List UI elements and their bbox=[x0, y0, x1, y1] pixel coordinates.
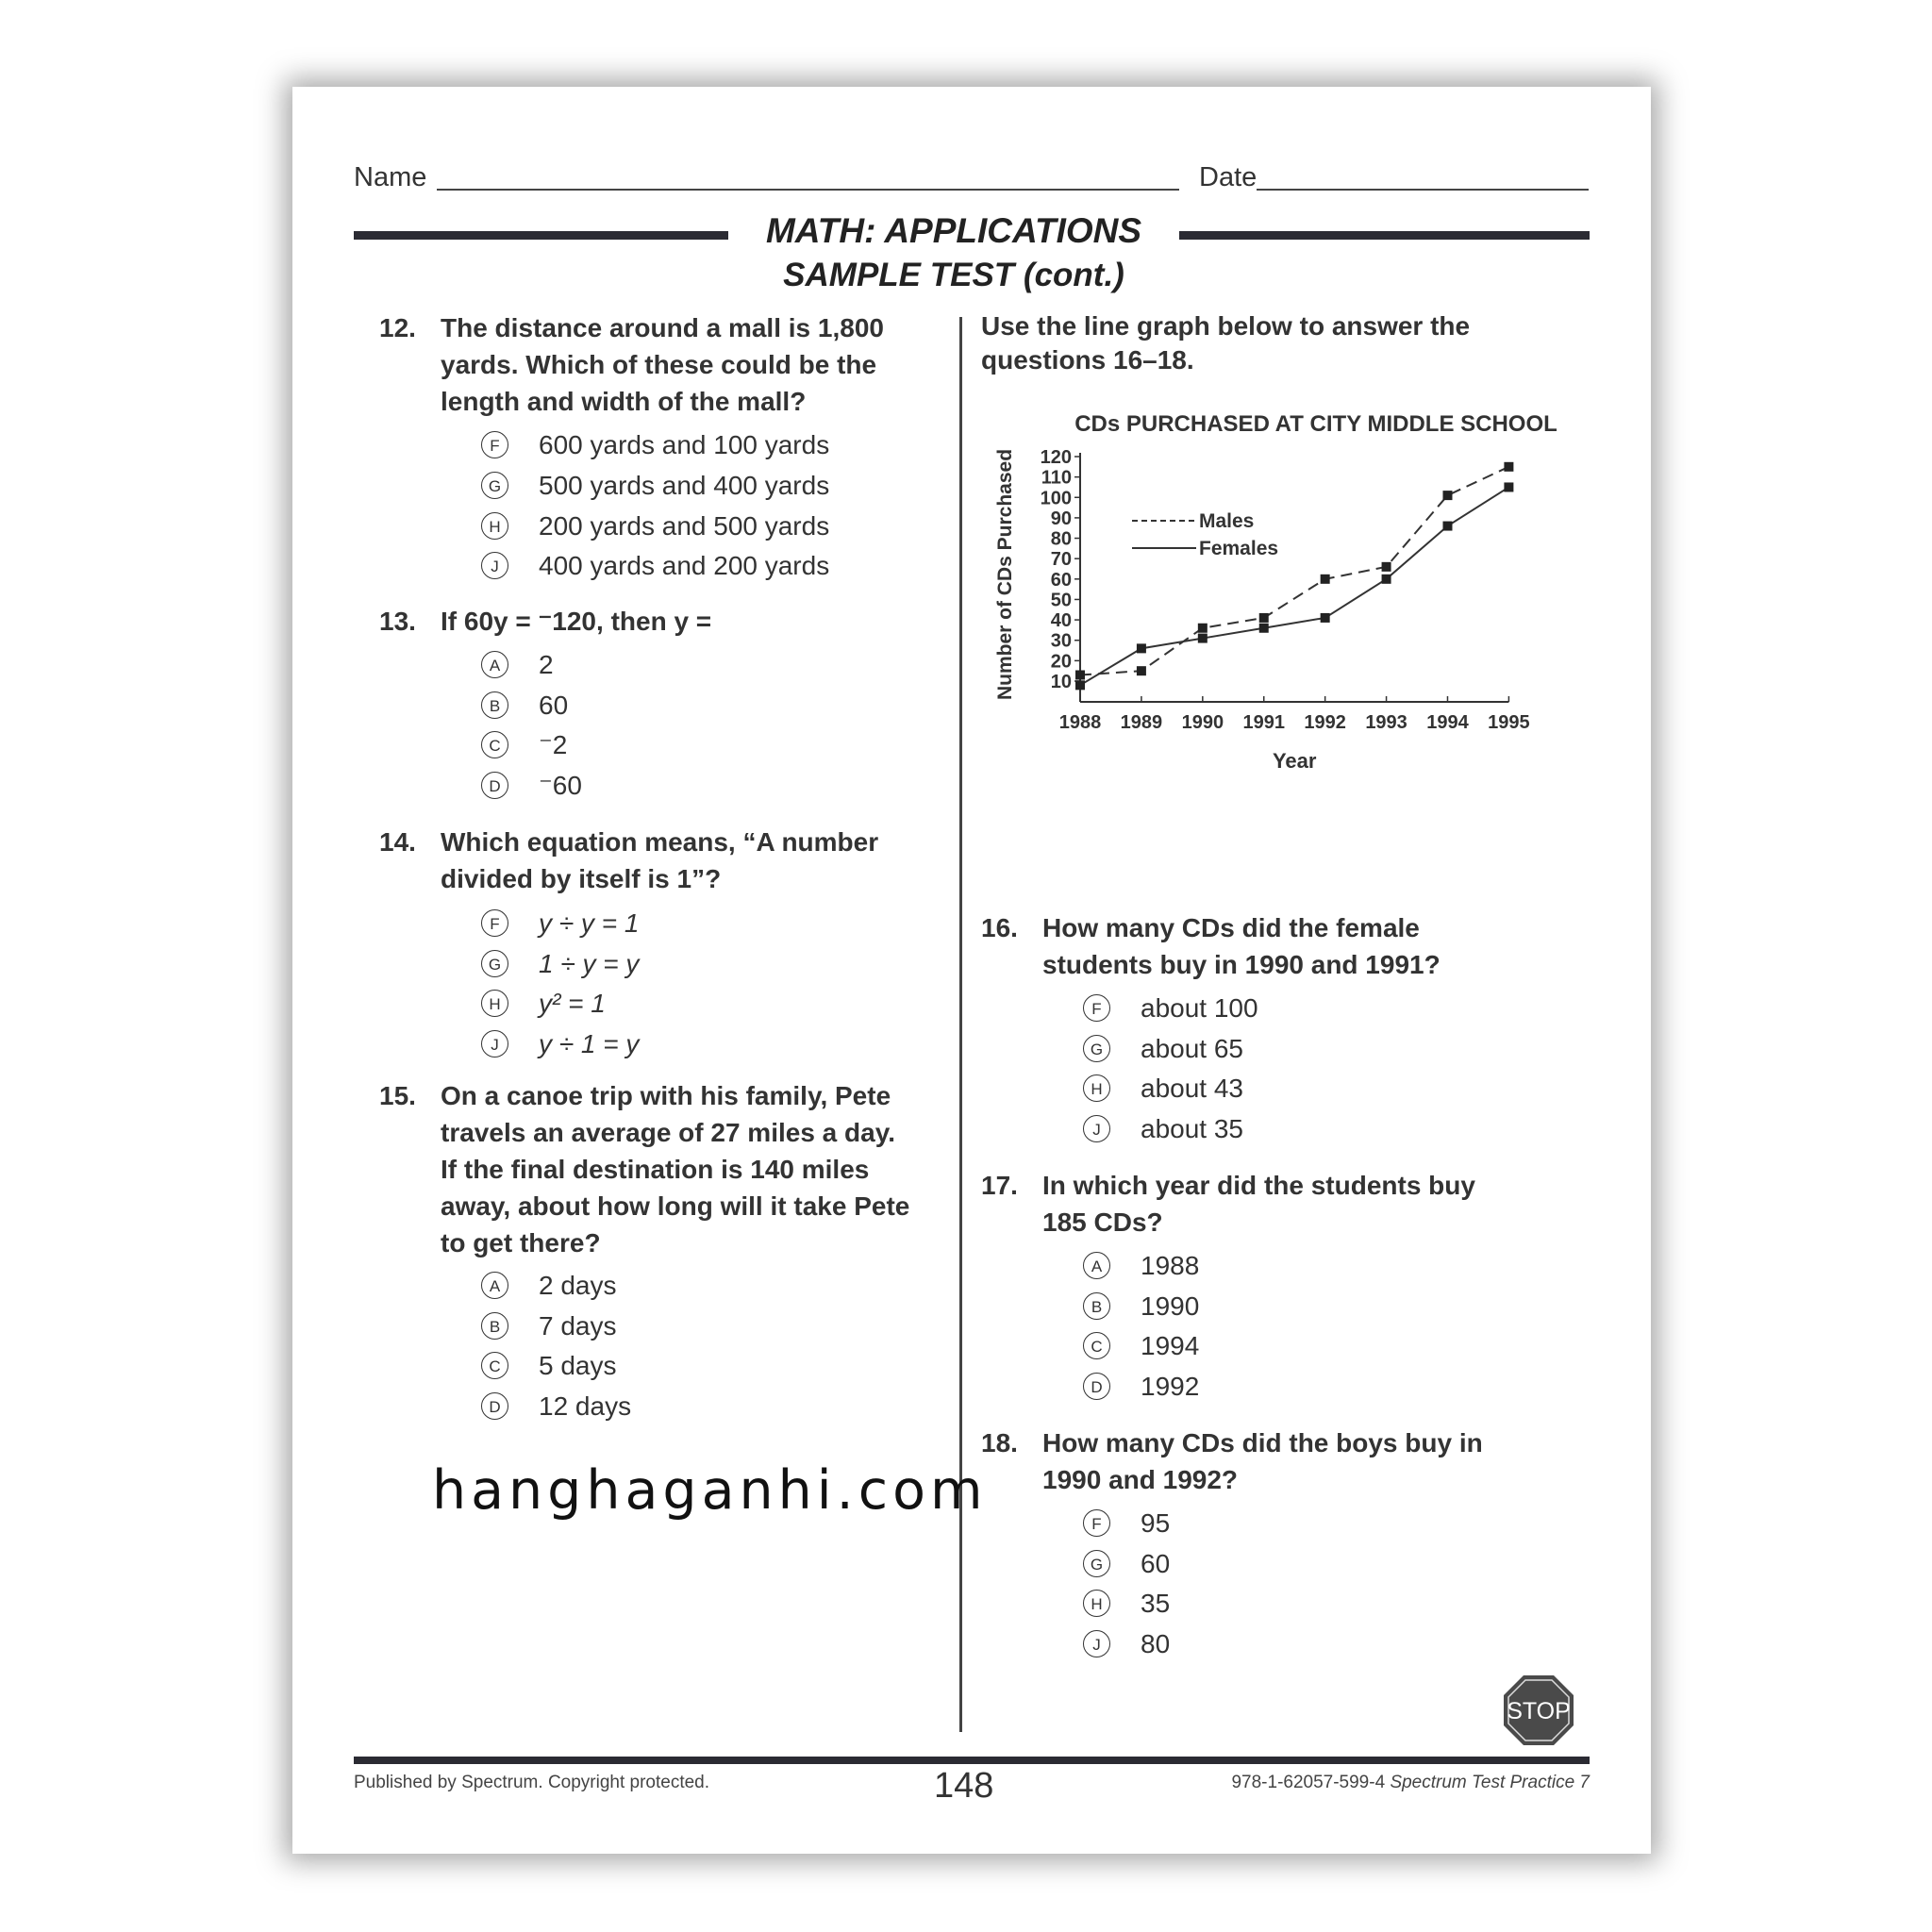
option-text: 1994 bbox=[1141, 1331, 1200, 1360]
answer-bubble[interactable]: A bbox=[481, 651, 508, 678]
option-text: 400 yards and 200 yards bbox=[539, 551, 830, 580]
question-18 bbox=[981, 1424, 1566, 1500]
question-number: 15. bbox=[379, 1081, 416, 1110]
watermark-text: hanghaganhi.com bbox=[432, 1459, 988, 1522]
legend-label-males: Males bbox=[1199, 510, 1255, 532]
question-15 bbox=[379, 1077, 926, 1262]
x-tick-label: 1994 bbox=[1426, 712, 1469, 733]
question-text-line: How many CDs did the female bbox=[1042, 913, 1420, 942]
question-text-line: length and width of the mall? bbox=[441, 387, 807, 416]
data-point-males bbox=[1321, 575, 1330, 584]
question-13 bbox=[379, 603, 908, 641]
answer-bubble[interactable]: J bbox=[1083, 1115, 1110, 1142]
answer-bubble[interactable]: C bbox=[481, 731, 508, 758]
x-tick-label: 1988 bbox=[1058, 712, 1102, 733]
option-text: about 100 bbox=[1141, 993, 1258, 1023]
footer-rule bbox=[354, 1757, 1590, 1764]
question-text-line: If the final destination is 140 miles bbox=[441, 1155, 870, 1184]
name-label: Name bbox=[354, 162, 427, 192]
option-text: 35 bbox=[1141, 1589, 1171, 1618]
answer-bubble[interactable]: B bbox=[481, 1312, 508, 1340]
option-text: 2 days bbox=[539, 1271, 617, 1300]
answer-bubble[interactable]: B bbox=[481, 691, 508, 719]
answer-bubble[interactable]: C bbox=[481, 1352, 508, 1379]
option-text: 2 bbox=[539, 650, 554, 679]
isbn: 978-1-62057-599-4 bbox=[1231, 1773, 1386, 1792]
answer-bubble[interactable]: J bbox=[1083, 1630, 1110, 1657]
answer-bubble[interactable]: A bbox=[481, 1272, 508, 1299]
answer-bubble[interactable]: J bbox=[481, 552, 508, 579]
x-tick-label: 1990 bbox=[1181, 712, 1224, 733]
answer-bubble[interactable]: F bbox=[481, 909, 508, 937]
option-text: 12 days bbox=[539, 1391, 632, 1421]
series-line-females bbox=[1080, 487, 1508, 685]
y-tick-label: 60 bbox=[1050, 569, 1072, 591]
option-text: y² = 1 bbox=[539, 989, 606, 1018]
cds-line-chart bbox=[972, 408, 1585, 898]
option-text: 60 bbox=[539, 691, 569, 720]
data-point-males bbox=[1075, 671, 1085, 680]
option-text: 1992 bbox=[1141, 1372, 1200, 1401]
answer-bubble[interactable]: B bbox=[1083, 1292, 1110, 1320]
question-text-line: travels an average of 27 miles a day. bbox=[441, 1118, 895, 1147]
option-text: about 43 bbox=[1141, 1074, 1243, 1103]
option-text: about 65 bbox=[1141, 1034, 1243, 1063]
name-line bbox=[437, 189, 1179, 191]
y-tick-label: 30 bbox=[1050, 630, 1072, 652]
data-point-males bbox=[1382, 562, 1391, 572]
question-text-line: students buy in 1990 and 1991? bbox=[1042, 950, 1441, 979]
book-title: Spectrum Test Practice 7 bbox=[1390, 1773, 1590, 1792]
page-subtitle: SAMPLE TEST (cont.) bbox=[783, 257, 1124, 293]
answer-bubble[interactable]: G bbox=[481, 472, 508, 499]
question-text-line: The distance around a mall is 1,800 bbox=[441, 313, 884, 342]
graph-instructions bbox=[981, 309, 1566, 385]
answer-bubble[interactable]: G bbox=[1083, 1550, 1110, 1577]
question-14 bbox=[379, 824, 908, 899]
question-text-line: Which equation means, “A number bbox=[441, 827, 879, 857]
instruction-line: Use the line graph below to answer the bbox=[981, 311, 1471, 341]
y-tick-label: 90 bbox=[1050, 508, 1072, 529]
question-number: 12. bbox=[379, 313, 416, 342]
answer-bubble[interactable]: H bbox=[481, 512, 508, 540]
x-tick-label: 1989 bbox=[1120, 712, 1163, 733]
y-tick-label: 100 bbox=[1040, 488, 1072, 509]
question-text-line: yards. Which of these could be the bbox=[441, 350, 877, 379]
option-text: about 35 bbox=[1141, 1114, 1243, 1143]
question-number: 18. bbox=[981, 1428, 1018, 1457]
page-number: 148 bbox=[934, 1766, 994, 1806]
option-text: 600 yards and 100 yards bbox=[539, 430, 830, 459]
x-tick-label: 1992 bbox=[1304, 712, 1346, 733]
data-point-females bbox=[1137, 643, 1146, 653]
option-text: 80 bbox=[1141, 1629, 1171, 1658]
data-point-males bbox=[1504, 462, 1513, 472]
question-text-line: 185 CDs? bbox=[1042, 1208, 1163, 1237]
y-tick-label: 70 bbox=[1050, 549, 1072, 571]
x-tick-label: 1995 bbox=[1488, 712, 1530, 733]
option-text: y ÷ 1 = y bbox=[539, 1029, 640, 1058]
answer-bubble[interactable]: F bbox=[481, 431, 508, 458]
answer-bubble[interactable]: G bbox=[1083, 1035, 1110, 1062]
question-16 bbox=[981, 909, 1566, 985]
answer-bubble[interactable]: G bbox=[481, 950, 508, 977]
date-line bbox=[1257, 189, 1589, 191]
answer-bubble[interactable]: F bbox=[1083, 994, 1110, 1022]
footer-book-info bbox=[1189, 1773, 1590, 1793]
legend-label-females: Females bbox=[1199, 538, 1279, 559]
data-point-females bbox=[1321, 613, 1330, 623]
data-point-males bbox=[1198, 624, 1208, 633]
option-text: 95 bbox=[1141, 1508, 1171, 1538]
question-text-line: divided by itself is 1”? bbox=[441, 864, 722, 893]
answer-bubble[interactable]: D bbox=[481, 772, 508, 799]
x-tick-label: 1991 bbox=[1242, 712, 1285, 733]
question-text-line: 1990 and 1992? bbox=[1042, 1465, 1239, 1494]
answer-bubble[interactable]: F bbox=[1083, 1509, 1110, 1537]
question-text-line: away, about how long will it take Pete bbox=[441, 1191, 910, 1221]
data-point-males bbox=[1137, 666, 1146, 675]
option-text: 5 days bbox=[539, 1351, 617, 1380]
data-point-males bbox=[1259, 613, 1269, 623]
option-text: ⁻2 bbox=[539, 730, 568, 759]
option-text: 1988 bbox=[1141, 1251, 1200, 1280]
answer-bubble[interactable]: J bbox=[481, 1030, 508, 1058]
question-12 bbox=[379, 309, 908, 421]
question-text-line: to get there? bbox=[441, 1228, 601, 1257]
question-number: 17. bbox=[981, 1171, 1018, 1200]
question-17 bbox=[981, 1167, 1566, 1242]
option-text: 1 ÷ y = y bbox=[539, 949, 640, 978]
answer-bubble[interactable]: D bbox=[481, 1392, 508, 1420]
question-number: 13. bbox=[379, 607, 416, 636]
y-tick-label: 20 bbox=[1050, 651, 1072, 673]
option-text: 500 yards and 400 yards bbox=[539, 471, 830, 500]
title-rule-left bbox=[354, 231, 728, 240]
question-text-line: In which year did the students buy bbox=[1042, 1171, 1475, 1200]
date-label: Date bbox=[1199, 162, 1257, 192]
option-text: ⁻60 bbox=[539, 771, 582, 800]
data-point-males bbox=[1442, 491, 1452, 500]
question-text-line: On a canoe trip with his family, Pete bbox=[441, 1081, 891, 1110]
page-title: MATH: APPLICATIONS bbox=[765, 211, 1142, 250]
y-tick-label: 50 bbox=[1050, 590, 1072, 611]
question-number: 16. bbox=[981, 913, 1018, 942]
data-point-females bbox=[1259, 624, 1269, 633]
chart-title: CDs PURCHASED AT CITY MIDDLE SCHOOL bbox=[1074, 411, 1557, 437]
answer-bubble[interactable]: H bbox=[481, 990, 508, 1017]
data-point-females bbox=[1075, 680, 1085, 690]
y-axis-label: Number of CDs Purchased bbox=[994, 448, 1016, 701]
y-tick-label: 10 bbox=[1050, 672, 1072, 692]
option-text: 60 bbox=[1141, 1549, 1171, 1578]
x-axis-label: Year bbox=[1272, 749, 1317, 773]
answer-bubble[interactable]: H bbox=[1083, 1590, 1110, 1617]
data-point-females bbox=[1382, 575, 1391, 584]
option-text: 7 days bbox=[539, 1311, 617, 1341]
option-text: y ÷ y = 1 bbox=[539, 908, 640, 938]
data-point-females bbox=[1442, 522, 1452, 531]
y-tick-label: 80 bbox=[1050, 528, 1072, 550]
title-rule-right bbox=[1179, 231, 1590, 240]
option-text: 200 yards and 500 yards bbox=[539, 511, 830, 541]
instruction-line: questions 16–18. bbox=[981, 345, 1194, 375]
worksheet-page bbox=[292, 87, 1651, 1854]
stop-sign-icon bbox=[1503, 1674, 1574, 1746]
answer-bubble[interactable]: H bbox=[1083, 1074, 1110, 1102]
question-text-line: How many CDs did the boys buy in bbox=[1042, 1428, 1483, 1457]
stop-sign-label: STOP bbox=[1507, 1698, 1571, 1724]
data-point-females bbox=[1504, 482, 1513, 491]
data-point-females bbox=[1198, 634, 1208, 643]
footer-publisher: Published by Spectrum. Copyright protected. bbox=[354, 1773, 710, 1792]
y-tick-label: 40 bbox=[1050, 610, 1072, 632]
y-tick-label: 120 bbox=[1040, 447, 1072, 468]
answer-bubble[interactable]: C bbox=[1083, 1332, 1110, 1359]
option-text: 1990 bbox=[1141, 1291, 1200, 1321]
y-tick-label: 110 bbox=[1041, 467, 1072, 489]
question-text-line: If 60y = ⁻120, then y = bbox=[441, 607, 712, 636]
answer-bubble[interactable]: D bbox=[1083, 1373, 1110, 1400]
x-tick-label: 1993 bbox=[1365, 712, 1407, 733]
answer-bubble[interactable]: A bbox=[1083, 1252, 1110, 1279]
question-number: 14. bbox=[379, 827, 416, 857]
